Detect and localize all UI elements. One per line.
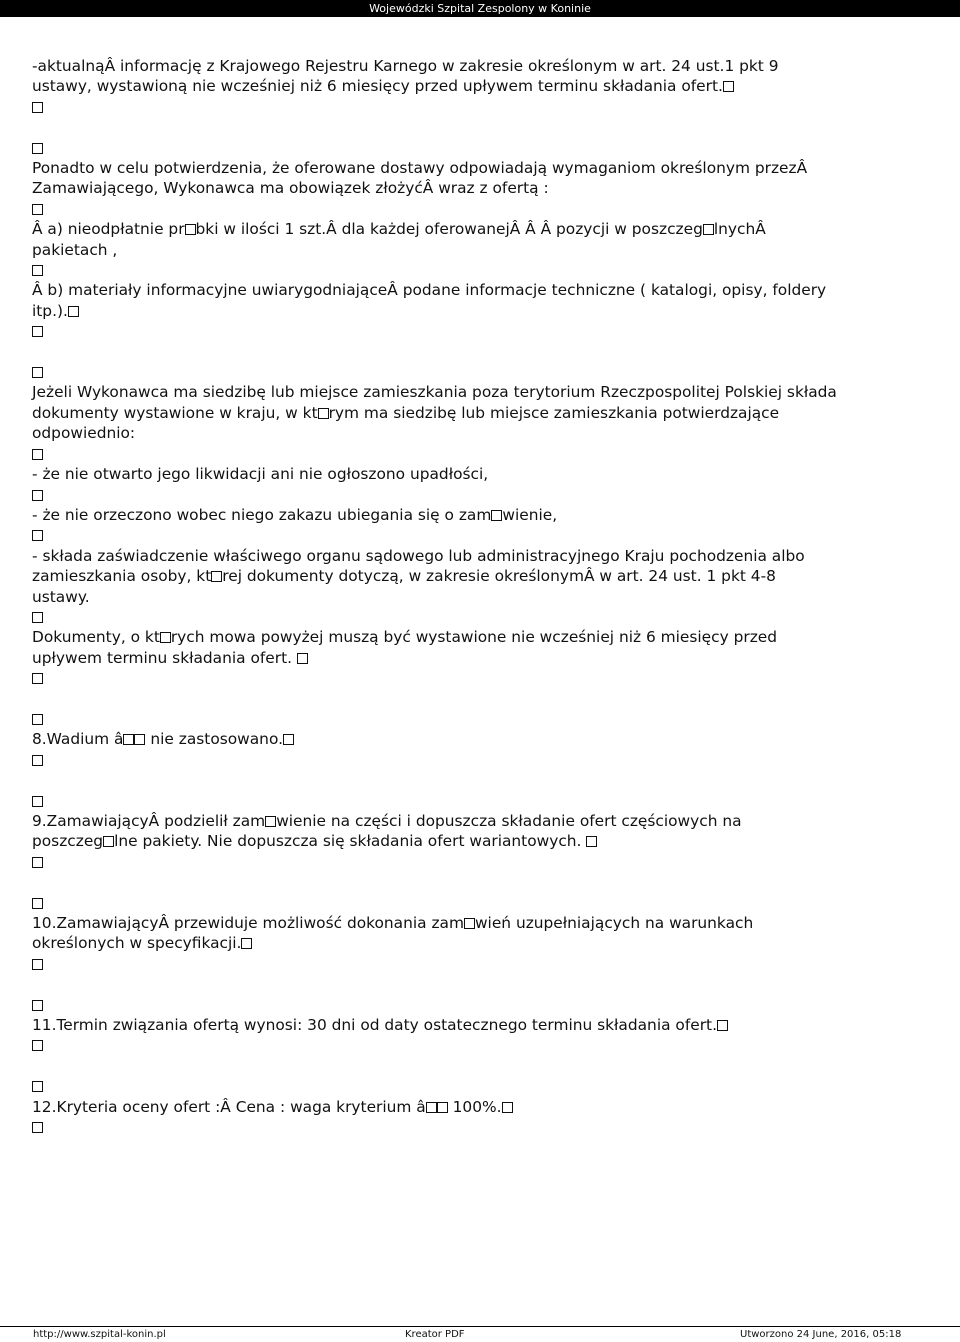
text-line [32, 444, 932, 464]
missing-glyph-box [297, 653, 308, 664]
missing-glyph-box [32, 612, 43, 623]
missing-glyph-box [32, 143, 43, 154]
text-line [32, 342, 932, 362]
text-line [32, 1035, 932, 1055]
text-line [32, 485, 932, 505]
text-line [32, 709, 932, 729]
missing-glyph-box [502, 1102, 513, 1113]
text-line: 8.Wadium â nie zastosowano. [32, 729, 932, 749]
missing-glyph-box [32, 755, 43, 766]
missing-glyph-box [211, 571, 222, 582]
text-line [32, 791, 932, 811]
text-line: Dokumenty, o kt rych mowa powyżej muszą być wystawione nie wcześniej niż 6 miesięcy przed [32, 628, 778, 647]
text-line [32, 872, 932, 892]
missing-glyph-box [134, 734, 145, 745]
missing-glyph-box [160, 632, 171, 643]
missing-glyph-box [32, 367, 43, 378]
missing-glyph-box [586, 836, 597, 847]
missing-glyph-box [318, 408, 329, 419]
missing-glyph-box [32, 449, 43, 460]
text-line [32, 138, 932, 158]
text-line [32, 852, 932, 872]
missing-glyph-box [32, 1081, 43, 1092]
text-line: pakietach , [32, 240, 118, 259]
text-line: itp.). [32, 301, 932, 321]
missing-glyph-box [32, 714, 43, 725]
text-line: 12.Kryteria oceny ofert :Â Cena : waga kryterium â 100%. [32, 1097, 932, 1117]
missing-glyph-box [32, 898, 43, 909]
missing-glyph-box [265, 816, 276, 827]
document-body [32, 56, 932, 1137]
missing-glyph-box [32, 490, 43, 501]
text-line [32, 974, 932, 994]
text-line [32, 893, 932, 913]
page-header [0, 0, 960, 17]
missing-glyph-box [464, 918, 475, 929]
text-line: ustawy. [32, 587, 90, 606]
missing-glyph-box [723, 81, 734, 92]
missing-glyph-box [703, 224, 714, 235]
text-line [32, 199, 932, 219]
missing-glyph-box [32, 1040, 43, 1051]
header-title: Wojewódzki Szpital Zespolony w Koninie [369, 2, 591, 15]
text-line [32, 954, 932, 974]
text-line: Jeżeli Wykonawca ma siedzibę lub miejsce zamieszkania poza terytorium Rzeczpospolitej Polskiej składa [32, 383, 837, 402]
text-line: dokumenty wystawione w kraju, w kt rym ma siedzibę lub miejsce zamieszkania potwierdzające [32, 403, 780, 422]
text-line [32, 995, 932, 1015]
text-line: ustawy, wystawioną nie wcześniej niż 6 miesięcy przed upływem terminu składania ofert. [32, 76, 932, 96]
text-line [32, 1117, 932, 1137]
text-line: Zamawiającego, Wykonawca ma obowiązek złożyćÂ wraz z ofertą : [32, 179, 549, 198]
missing-glyph-box [241, 938, 252, 949]
missing-glyph-box [32, 857, 43, 868]
text-line [32, 770, 932, 790]
missing-glyph-box [185, 224, 196, 235]
text-line: Ponadto w celu potwierdzenia, że oferowane dostawy odpowiadają wymaganiom określonym przezÂ [32, 159, 808, 178]
text-line [32, 525, 932, 545]
missing-glyph-box [32, 1000, 43, 1011]
footer-created: Utworzono 24 June, 2016, 05:18 [740, 1329, 902, 1340]
missing-glyph-box [103, 836, 114, 847]
missing-glyph-box [437, 1102, 448, 1113]
text-line [32, 689, 932, 709]
footer-url: http://www.szpital-konin.pl [33, 1329, 166, 1340]
page-footer [0, 1326, 960, 1342]
missing-glyph-box [283, 734, 294, 745]
text-line [32, 362, 932, 382]
text-line [32, 97, 932, 117]
text-line: odpowiednio: [32, 424, 136, 443]
missing-glyph-box [491, 510, 502, 521]
text-line [32, 1076, 932, 1096]
text-line [32, 117, 932, 137]
text-line: Â b) materiały informacyjne uwiarygodniająceÂ podane informacje techniczne ( katalogi, opisy, foldery [32, 281, 827, 300]
missing-glyph-box [32, 530, 43, 541]
missing-glyph-box [426, 1102, 437, 1113]
missing-glyph-box [68, 306, 79, 317]
missing-glyph-box [32, 102, 43, 113]
text-line [32, 260, 932, 280]
text-line: 10.ZamawiającyÂ przewiduje możliwość dokonania zam wień uzupełniających na warunkach [32, 913, 754, 932]
text-line [32, 321, 932, 341]
missing-glyph-box [32, 959, 43, 970]
text-line: - składa zaświadczenie właściwego organu sądowego lub administracyjnego Kraju pochodzenia albo [32, 546, 805, 565]
text-line: 9.ZamawiającyÂ podzielił zam wienie na części i dopuszcza składanie ofert częściowych na [32, 811, 742, 830]
missing-glyph-box [32, 673, 43, 684]
text-line: określonych w specyfikacji. [32, 933, 932, 953]
text-line [32, 1056, 932, 1076]
missing-glyph-box [32, 265, 43, 276]
missing-glyph-box [32, 1122, 43, 1133]
missing-glyph-box [32, 204, 43, 215]
missing-glyph-box [32, 326, 43, 337]
missing-glyph-box [717, 1020, 728, 1031]
missing-glyph-box [123, 734, 134, 745]
text-line: 11.Termin związania ofertą wynosi: 30 dni od daty ostatecznego terminu składania ofert. [32, 1015, 932, 1035]
missing-glyph-box [32, 796, 43, 807]
text-line: -aktualnąÂ informację z Krajowego Rejestru Karnego w zakresie określonym w art. 24 ust.1 pkt 9 [32, 57, 779, 75]
footer-creator: Kreator PDF [405, 1329, 465, 1340]
text-line: poszczeg lne pakiety. Nie dopuszcza się składania ofert wariantowych. [32, 831, 932, 851]
text-line [32, 668, 932, 688]
text-line [32, 750, 932, 770]
text-line: zamieszkania osoby, kt rej dokumenty dotyczą, w zakresie określonymÂ w art. 24 ust. 1 pkt 4-8 [32, 567, 776, 586]
text-line: Â a) nieodpłatnie pr bki w ilości 1 szt.Â dla każdej oferowanejÂ Â Â pozycji w poszczeg lnychÂ [32, 220, 766, 239]
text-line [32, 607, 932, 627]
text-line: - że nie otwarto jego likwidacji ani nie ogłoszono upadłości, [32, 465, 489, 484]
text-line: - że nie orzeczono wobec niego zakazu ubiegania się o zam wienie, [32, 505, 558, 524]
text-line: upływem terminu składania ofert. [32, 648, 932, 668]
